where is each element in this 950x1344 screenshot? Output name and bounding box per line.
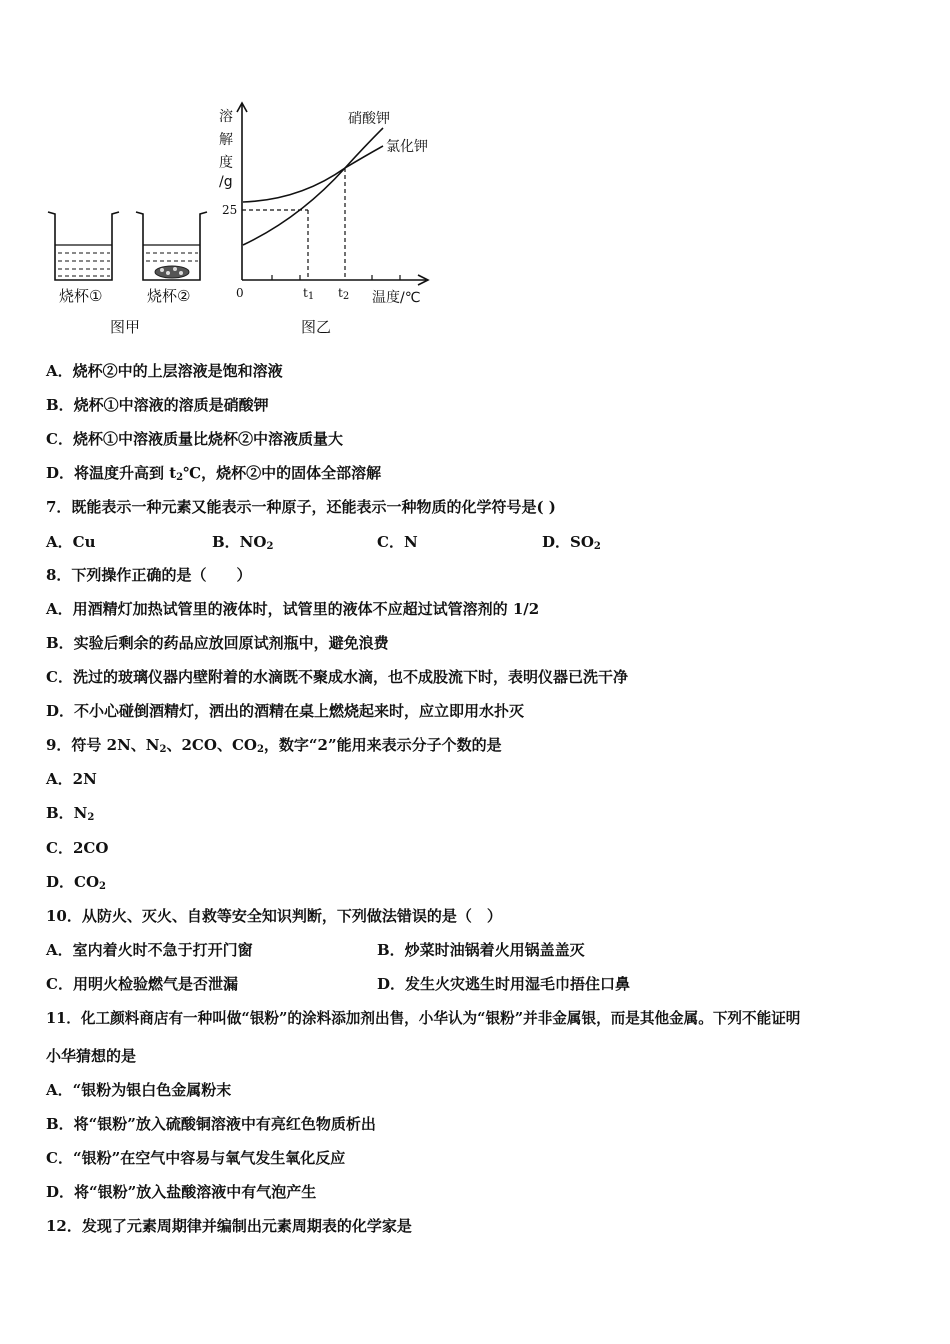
x-axis-label: 温度/℃ — [372, 290, 421, 306]
beaker-1-drawing — [48, 212, 119, 280]
y-axis-char-1: 溶 — [219, 109, 233, 125]
beaker-1-label: 烧杯① — [59, 287, 103, 305]
q7-option-b: B．$NO_2$ — [212, 533, 274, 552]
q6-option-c: C．烧杯①中溶液质量比烧杯②中溶液质量大 — [46, 430, 343, 448]
q7-stem: 7．既能表示一种元素又能表示一种原子，还能表示一种物质的化学符号是( ) — [46, 498, 556, 516]
t2-label: $t_2$ — [338, 286, 350, 302]
q8-option-c: C．洗过的玻璃仪器内壁附着的水滴既不聚成水滴，也不成股流下时，表明仪器已洗干净 — [46, 668, 628, 686]
q11-stem-line1: 11．化工颜料商店有一种叫做“银粉”的涂料添加剂出售，小华认为“银粉”并非金属银，而是其他金属。下列不能证明 — [46, 1010, 801, 1027]
q11-stem-line2: 小华猜想的是 — [46, 1047, 137, 1065]
q10-option-a: A．室内着火时不急于打开门窗 — [46, 941, 253, 959]
q6-option-d: D．将温度升高到 $t_2℃$，烧杯②中的固体全部溶解 — [46, 464, 382, 483]
y-axis-char-3: 度 — [219, 155, 233, 171]
q11-option-b: B．将“银粉”放入硫酸铜溶液中有亮红色物质析出 — [46, 1115, 376, 1133]
q7-option-a: A．Cu — [46, 533, 96, 551]
q7-option-d: D．$SO_2$ — [542, 533, 601, 552]
q10-option-b: B．炒菜时油锅着火用锅盖盖灭 — [377, 941, 585, 959]
q9-option-a: A．2N — [46, 770, 97, 788]
y-axis-char-4: /g — [219, 174, 233, 190]
graph-axes — [237, 103, 428, 285]
y-axis-char-2: 解 — [219, 132, 233, 148]
q6-option-b: B．烧杯①中溶液的溶质是硝酸钾 — [46, 396, 269, 414]
kno3-curve-label: 硝酸钾 — [348, 111, 390, 127]
q8-option-d: D．不小心碰倒酒精灯，洒出的酒精在桌上燃烧起来时，应立即用水扑灭 — [46, 702, 525, 720]
q8-stem: 8．下列操作正确的是（ ） — [46, 566, 252, 584]
q8-option-b: B．实验后剩余的药品应放回原试剂瓶中，避免浪费 — [46, 634, 389, 652]
y-tick-25: 25 — [222, 203, 238, 217]
kcl-curve — [243, 146, 383, 202]
q9-option-c: C．2CO — [46, 839, 109, 857]
t1-label: $t_1$ — [303, 286, 315, 302]
q11-option-d: D．将“银粉”放入盐酸溶液中有气泡产生 — [46, 1183, 317, 1201]
q11-option-c: C．“银粉”在空气中容易与氧气发生氧化反应 — [46, 1149, 346, 1167]
q9-stem: 9．符号 2N、$N_2$、2CO、$CO_2$，数字“2”能用来表示分子个数的是 — [46, 736, 502, 755]
q10-stem: 10．从防火、灭火、自救等安全知识判断，下列做法错误的是（ ） — [46, 907, 502, 925]
kcl-curve-label: 氯化钾 — [386, 139, 428, 155]
origin-label: 0 — [236, 286, 244, 300]
q9-option-b: B．$N_2$ — [46, 804, 95, 823]
beaker-2-drawing — [136, 212, 207, 280]
q11-option-a: A．“银粉为银白色金属粉末 — [46, 1081, 232, 1099]
figure-svg — [0, 0, 950, 345]
q7-option-c: C．N — [377, 533, 418, 551]
q8-option-a: A．用酒精灯加热试管里的液体时，试管里的液体不应超过试管溶剂的 1/2 — [46, 600, 540, 618]
beaker-2-label: 烧杯② — [147, 287, 191, 305]
figure-a-caption: 图甲 — [110, 318, 141, 336]
q12-stem: 12．发现了元素周期律并编制出元素周期表的化学家是 — [46, 1217, 412, 1235]
q9-option-d: D．$CO_2$ — [46, 873, 106, 892]
figure-b-caption: 图乙 — [301, 318, 332, 336]
q10-option-c: C．用明火检验燃气是否泄漏 — [46, 975, 238, 993]
solubility-figure — [0, 0, 950, 345]
q6-option-a: A．烧杯②中的上层溶液是饱和溶液 — [46, 362, 283, 380]
q10-option-d: D．发生火灾逃生时用湿毛巾捂住口鼻 — [377, 975, 631, 993]
